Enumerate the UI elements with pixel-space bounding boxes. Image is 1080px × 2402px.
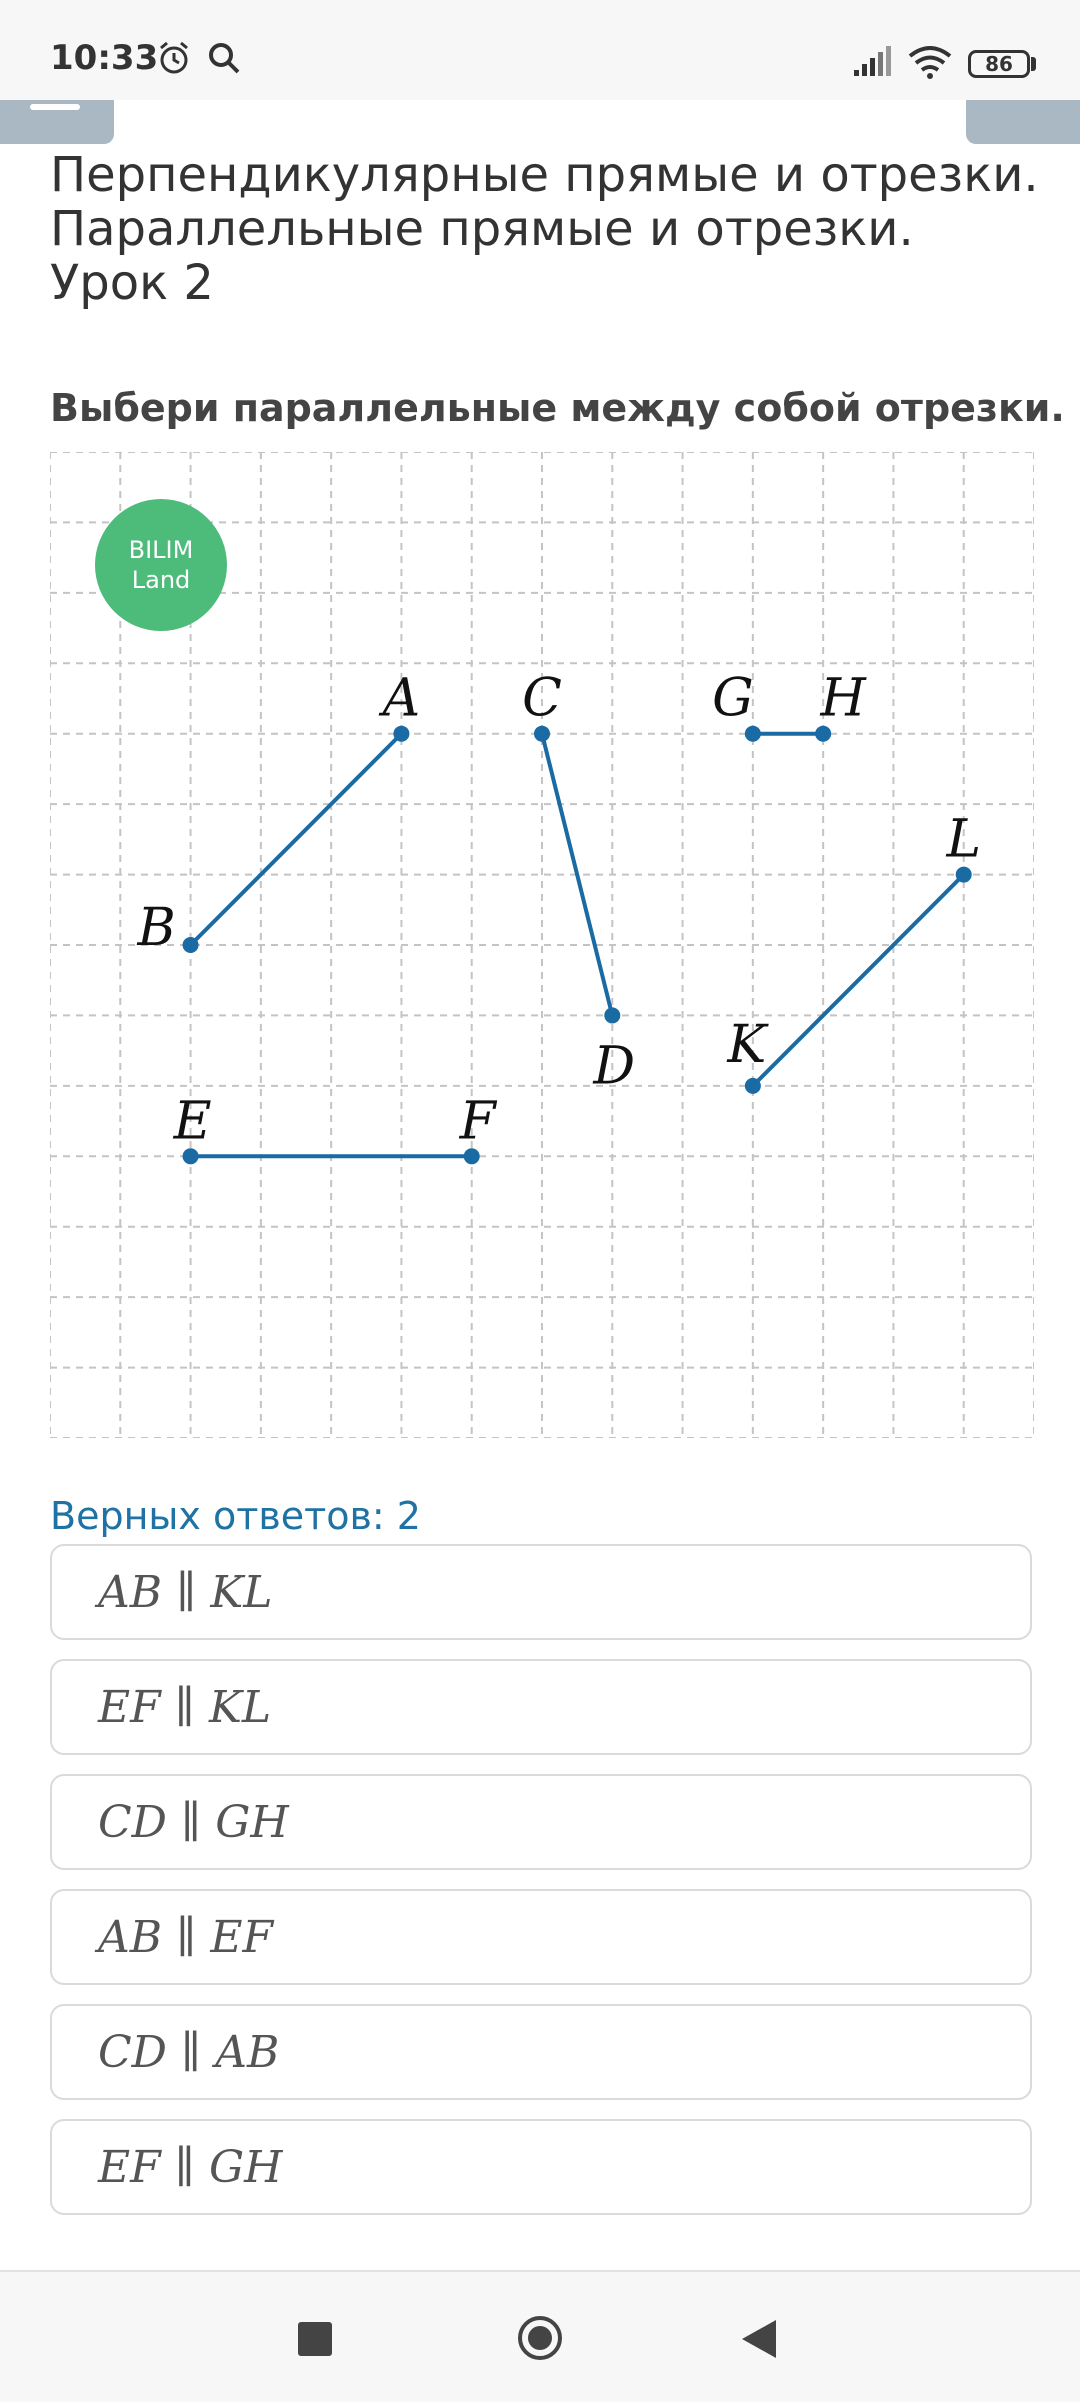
navigation-bar xyxy=(0,2270,1080,2402)
answer-option-cd-gh[interactable] xyxy=(50,1774,1032,1870)
answer-options xyxy=(50,1544,1032,2234)
answer-option-label: CD ∥ AB xyxy=(98,2026,280,2078)
segment-ab xyxy=(191,734,402,945)
recent-apps-icon[interactable] xyxy=(298,2322,332,2356)
battery-icon: 86 xyxy=(968,50,1030,78)
label-c: C xyxy=(522,668,562,729)
question-text: Выбери параллельные между собой отрезки. xyxy=(50,386,1065,430)
label-e: E xyxy=(173,1091,212,1152)
status-bar xyxy=(0,0,1080,100)
answer-option-cd-ab[interactable] xyxy=(50,2004,1032,2100)
lesson-title: Перпендикулярные прямые и отрезки. Параллельные прямые и отрезки. Урок 2 xyxy=(50,147,1039,311)
answer-option-label: AB ∥ KL xyxy=(98,1566,273,1618)
logo-circle xyxy=(95,499,227,631)
collapse-tab-left[interactable] xyxy=(0,100,114,144)
status-time: 10:33 xyxy=(50,38,159,78)
label-k: K xyxy=(727,1014,767,1075)
answer-option-label: EF ∥ KL xyxy=(98,1681,272,1733)
answer-option-label: AB ∥ EF xyxy=(98,1911,274,1963)
answer-option-ab-ef[interactable] xyxy=(50,1889,1032,1985)
back-icon[interactable] xyxy=(742,2320,776,2358)
label-b: B xyxy=(137,898,176,958)
correct-answers-count: Верных ответов: 2 xyxy=(50,1494,421,1538)
wifi-icon xyxy=(906,44,954,80)
search-icon xyxy=(206,40,242,76)
label-a: A xyxy=(382,668,421,729)
grid-figure xyxy=(50,452,1034,1438)
label-d: D xyxy=(593,1036,636,1097)
collapse-tab-right[interactable] xyxy=(966,100,1080,144)
answer-option-ab-kl[interactable] xyxy=(50,1544,1032,1640)
answer-option-ef-kl[interactable] xyxy=(50,1659,1032,1755)
battery-tip xyxy=(1031,57,1036,71)
answer-option-label: EF ∥ GH xyxy=(98,2141,283,2193)
grid-svg xyxy=(50,452,1034,1438)
answer-option-label: CD ∥ GH xyxy=(98,1796,289,1848)
answer-option-ef-gh[interactable] xyxy=(50,2119,1032,2215)
label-h: H xyxy=(820,668,866,729)
signal-icon xyxy=(852,46,892,78)
logo-text-line2: Land xyxy=(131,566,191,594)
label-f: F xyxy=(459,1091,496,1152)
bilim-land-logo xyxy=(95,499,227,631)
label-l: L xyxy=(946,809,981,870)
alarm-icon xyxy=(156,40,192,76)
logo-text-line1: BILIM xyxy=(128,536,194,564)
label-g: G xyxy=(712,668,754,729)
home-icon[interactable] xyxy=(516,2314,564,2362)
point-k xyxy=(745,1078,761,1094)
segment-kl xyxy=(753,875,964,1086)
point-d xyxy=(604,1007,620,1023)
point-labels xyxy=(136,669,981,1152)
point-b xyxy=(183,937,199,953)
